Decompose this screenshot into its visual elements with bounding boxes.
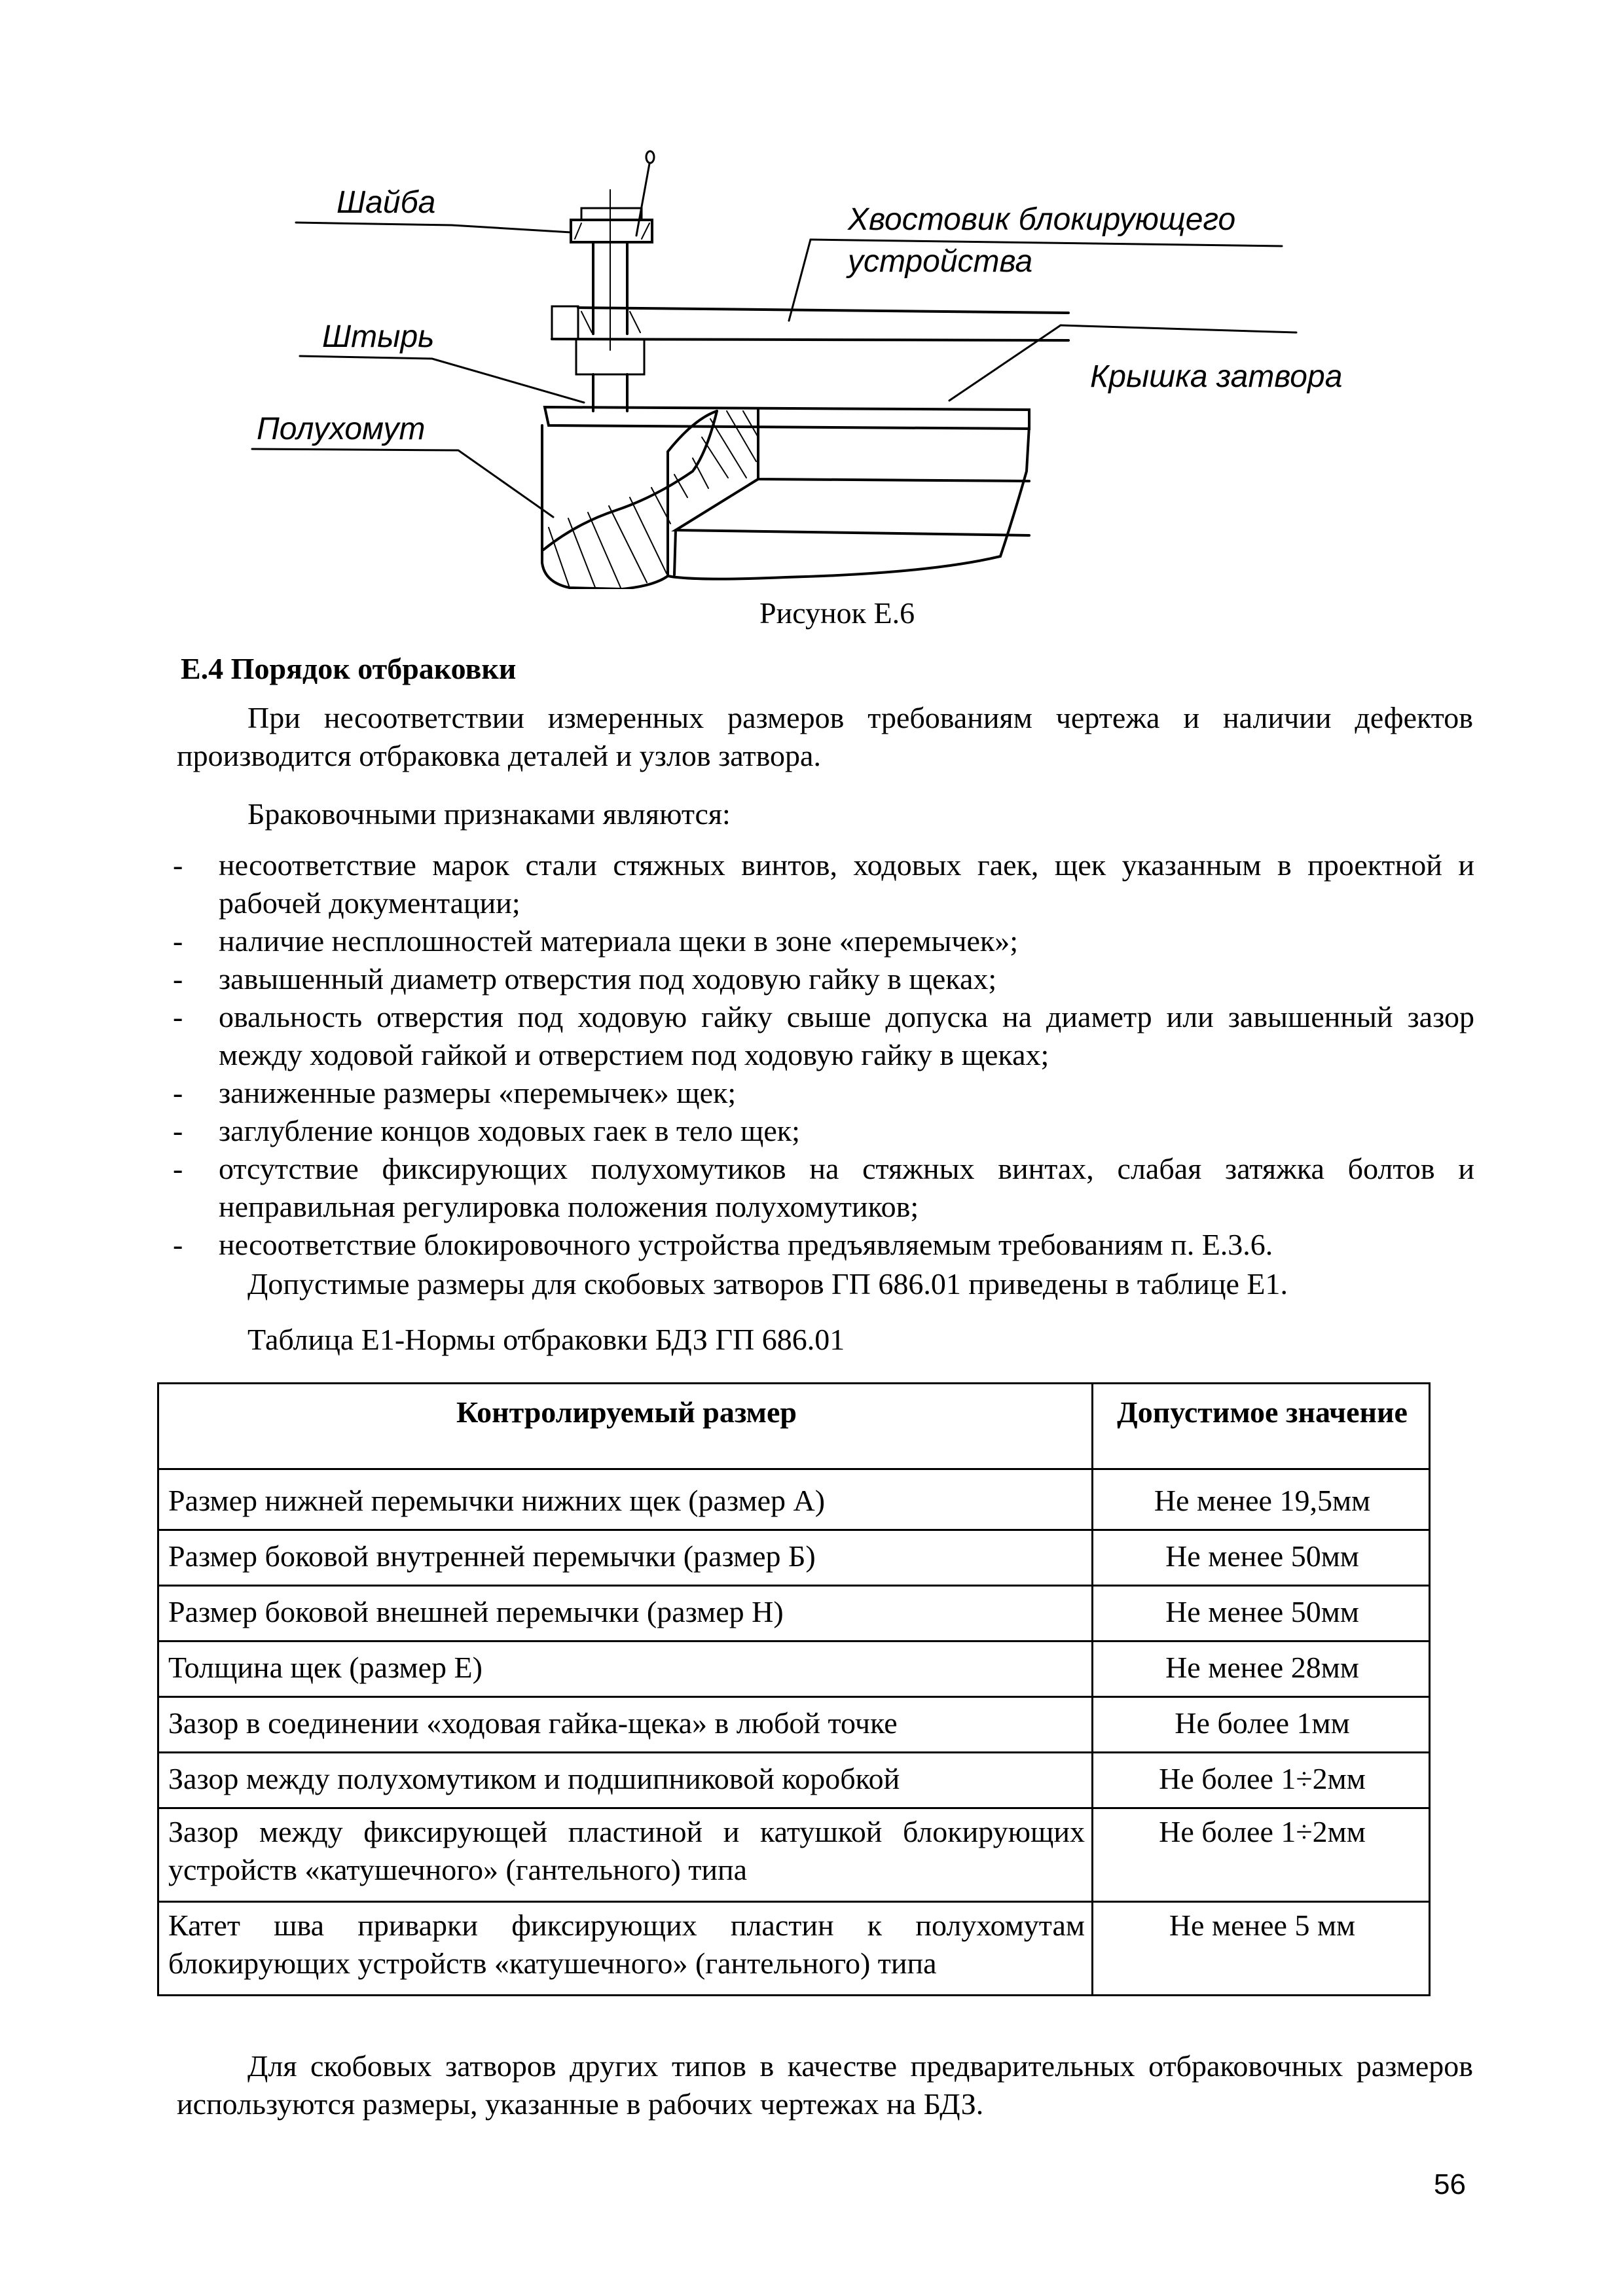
bullet-dash: - [173,1152,183,1185]
table-caption: Таблица Е1-Нормы отбраковки БДЗ ГП 686.01 [247,1323,845,1356]
label-half-clamp: Полухомут [257,412,426,446]
table-reference: Допустимые размеры для скобовых затворов ГП 686.01 приведены в таблице Е1. [247,1267,1288,1300]
bullet-dash: - [173,1114,183,1147]
cell-size: Зазор между полухомутиком и подшипниковой коробкой [158,1753,1093,1808]
cell-size: Толщина щек (размер Е) [158,1641,1093,1697]
cell-value: Не менее 5 мм [1093,1902,1430,1996]
list-item: - овальность отверстия под ходовую гайку свыше допуска на диаметр или завышенный зазор между ходовой гайкой и отверстием под ходовую гайку в щеках; [172,998,1474,1074]
list-item: - завышенный диаметр отверстия под ходовую гайку в щеках; [172,960,1474,998]
bullet-dash: - [173,1076,183,1109]
bullet-dash: - [173,962,183,996]
cell-value: Не менее 19,5мм [1093,1469,1430,1530]
cell-size: Размер нижней перемычки нижних щек (размер А) [158,1469,1093,1530]
intro-paragraph: При несоответствии измеренных размеров требованиям чертежа и наличии дефектов производится отбраковка деталей и узлов затвора. [177,701,1473,772]
table-row [158,1530,1430,1586]
lock-shank [552,306,1068,374]
cell-size: Размер боковой внутренней перемычки (размер Б) [158,1530,1093,1586]
header-allowed-value: Допустимое значение [1093,1384,1430,1469]
label-shank-line1: Хвостовик блокирующего [848,202,1236,237]
cell-value: Не более 1мм [1093,1697,1430,1753]
table-row [158,1586,1430,1641]
closing-paragraph: Для скобовых затворов других типов в качестве предварительных отбраковочных размеров используются размеры, указанные в рабочих чертежах на БДЗ. [177,2049,1473,2121]
cell-value: Не более 1÷2мм [1093,1753,1430,1808]
label-washer: Шайба [337,185,436,220]
table-row [158,1902,1430,1996]
list-item: - отсутствие фиксирующих полухомутиков на стяжных винтах, слабая затяжка болтов и неправильная регулировка положения полухомутиков; [172,1150,1474,1226]
cell-size: Зазор в соединении «ходовая гайка-щека» в любой точке [158,1697,1093,1753]
table-row [158,1697,1430,1753]
list-item: - несоответствие марок стали стяжных винтов, ходовых гаек, щек указанным в проектной и рабочей документации; [172,846,1474,922]
table-row [158,1469,1430,1530]
rejection-criteria-list [172,846,1474,1264]
pull-wire [636,164,649,236]
criteria-intro: Браковочными признаками являются: [247,797,731,831]
bullet-dash: - [173,848,183,882]
list-item: - несоответствие блокировочного устройства предъявляемым требованиям п. Е.3.6. [172,1226,1474,1264]
cell-size: Размер боковой внешней перемычки (размер Н) [158,1586,1093,1641]
header-controlled-size: Контролируемый размер [158,1384,1093,1469]
figure-e6-drawing [0,0,1623,589]
table-row [158,1753,1430,1808]
label-pin: Штырь [322,319,435,354]
cell-size: Катет шва приварки фиксирующих пластин к полухомутам блокирующих устройств «катушечного» (гантельного) типа [158,1902,1093,1996]
list-item: - наличие несплошностей материала щеки в зоне «перемычек»; [172,922,1474,960]
table-row [158,1808,1430,1902]
list-item: - заглубление концов ходовых гаек в тело щек; [172,1112,1474,1150]
cell-value: Не более 1÷2мм [1093,1808,1430,1902]
cell-size: Зазор между фиксирующей пластиной и катушкой блокирующих устройств «катушечного» (гантельного) типа [158,1808,1093,1902]
cell-value: Не менее 50мм [1093,1586,1430,1641]
section-heading: Е.4 Порядок отбраковки [181,652,517,685]
figure-caption: Рисунок Е.6 [759,596,915,630]
label-shank-line2: устройства [848,244,1033,279]
table-header-row [158,1384,1430,1469]
rejection-norms-table [157,1382,1431,1996]
list-item: - заниженные размеры «перемычек» щек; [172,1074,1474,1112]
bullet-dash: - [173,924,183,958]
bullet-dash: - [173,1000,183,1033]
half-clamp-body [542,407,1029,589]
page-number: 56 [1434,2168,1466,2200]
cell-value: Не менее 28мм [1093,1641,1430,1697]
cell-value: Не менее 50мм [1093,1530,1430,1586]
table-row [158,1641,1430,1697]
ring-icon [646,151,654,163]
label-cover: Крышка затвора [1090,359,1343,394]
bullet-dash: - [173,1228,183,1261]
